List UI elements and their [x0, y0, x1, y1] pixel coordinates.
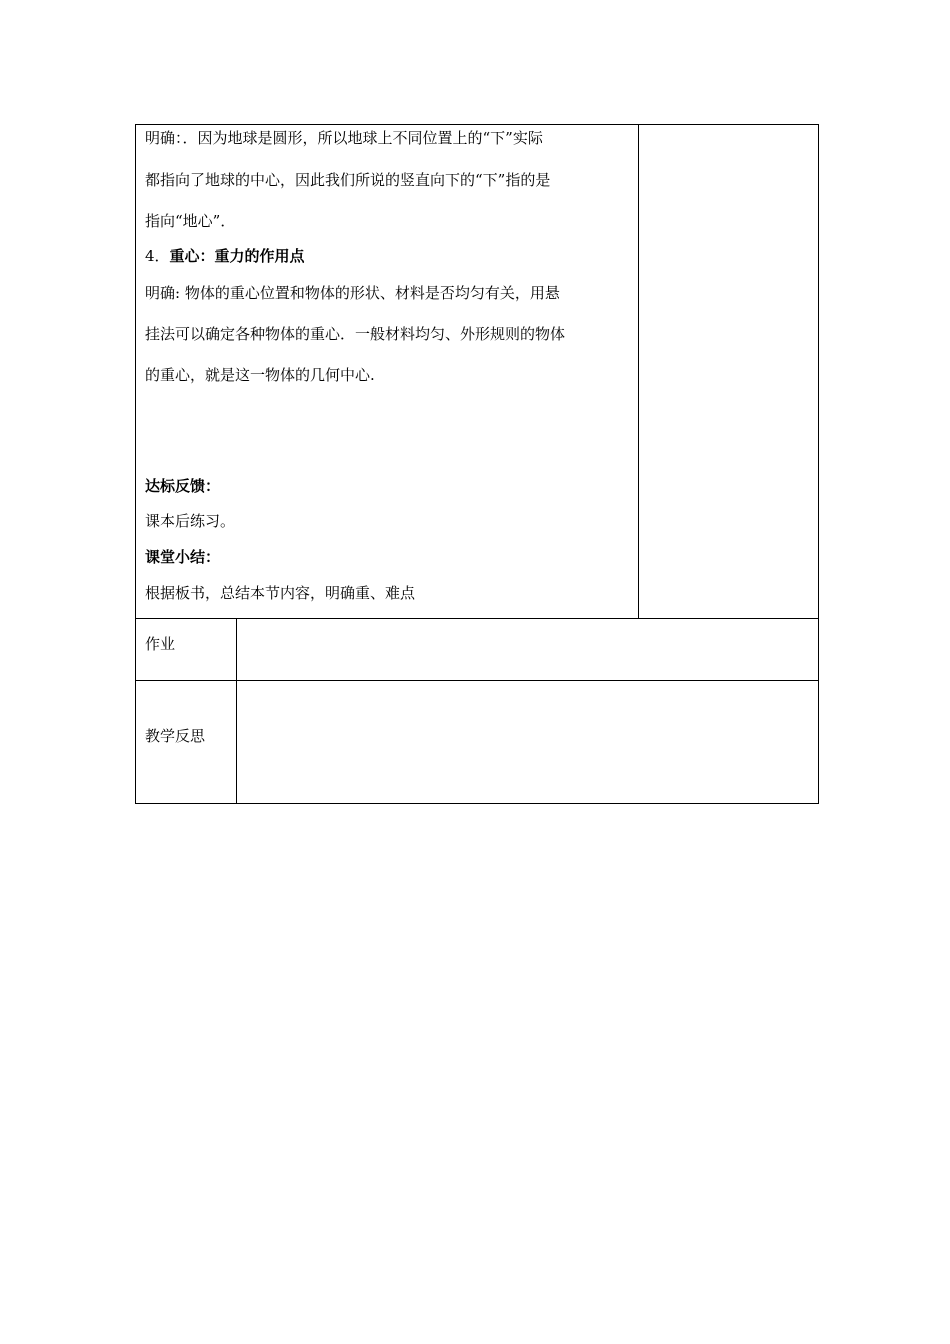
item4-heading: [145, 247, 305, 265]
summary-heading: 课堂小结：: [145, 548, 221, 566]
homework-row-top-border: [136, 618, 818, 619]
label-column-divider: [236, 619, 237, 803]
homework-label: 作业: [145, 635, 176, 653]
text-line: 指向“地心”．: [145, 212, 236, 230]
notes-column-divider: [638, 125, 639, 619]
feedback-heading: 达标反馈：: [145, 477, 221, 495]
gravity-line: 的重心，就是这一物体的几何中心.: [145, 366, 375, 384]
gravity-line: 明确: 物体的重心位置和物体的形状、材料是否均匀有关，用悬: [145, 284, 560, 302]
item4-title: 重心：重力的作用点: [169, 247, 305, 265]
text-line: 都指向了地球的中心，因此我们所说的竖直向下的“下”指的是: [145, 171, 551, 189]
feedback-text: 课本后练习。: [145, 512, 236, 530]
text-line: 明确：．因为地球是圆形，所以地球上不同位置上的“下”实际: [145, 129, 543, 147]
summary-text: 根据板书，总结本节内容，明确重、难点: [145, 584, 416, 602]
gravity-line: 挂法可以确定各种物体的重心．一般材料均匀、外形规则的物体: [145, 325, 566, 343]
reflection-row-top-border: [136, 680, 818, 681]
lesson-table: [135, 124, 819, 804]
item4-number: 4．: [145, 247, 170, 265]
reflection-label: 教学反思: [145, 727, 206, 745]
